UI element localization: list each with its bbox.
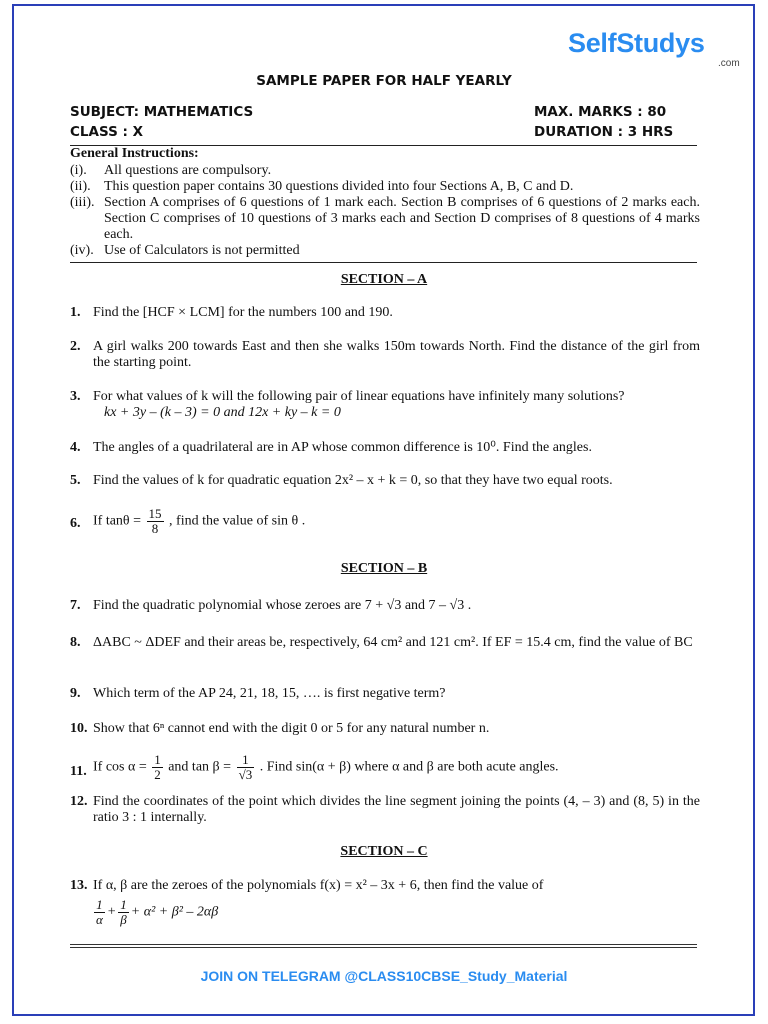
- section-b-heading: SECTION – B: [340, 561, 428, 576]
- question-3-equations: kx + 3y – (k – 3) = 0 and 12x + ky – k = 0: [104, 405, 341, 420]
- instruction-number: (ii).: [70, 179, 91, 194]
- duration-label: DURATION : 3 HRS: [534, 124, 674, 140]
- footer-double-rule: [70, 944, 697, 948]
- cos-fraction: $\frac{1}{2}$: [154, 752, 161, 782]
- tan-fraction: $\frac{15}{8}$: [148, 506, 162, 536]
- section-c-heading: SECTION – C: [340, 844, 428, 859]
- instruction-number: (i).: [70, 163, 87, 178]
- instruction-text: Use of Calculators is not permitted: [104, 243, 300, 258]
- selfstudys-logo: SelfStudys: [568, 28, 705, 58]
- paper-title: SAMPLE PAPER FOR HALF YEARLY: [256, 73, 512, 89]
- instruction-number: (iii).: [70, 195, 95, 210]
- telegram-footer: JOIN ON TELEGRAM @CLASS10CBSE_Study_Material: [200, 968, 568, 984]
- class-label: CLASS : X: [70, 124, 144, 140]
- instructions-heading: General Instructions:: [70, 146, 199, 161]
- instruction-number: (iv).: [70, 243, 94, 258]
- question-6: 6. If tanθ = $\frac{15}{8}$ , find the value of sin θ .: [70, 506, 306, 536]
- max-marks-label: MAX. MARKS : 80: [534, 104, 667, 120]
- instruction-text: This question paper contains 30 questions divided into four Sections A, B, C and D.: [104, 179, 574, 194]
- question-13-expression: $\frac{1}{\alpha}$ + $\frac{1}{\beta}$ + α² + β² – 2αβ: [96, 897, 219, 927]
- subject-label: SUBJECT: MATHEMATICS: [70, 104, 254, 120]
- instruction-text: All questions are compulsory.: [104, 163, 272, 178]
- instruction-text: Section A comprises of 6 questions of 1 mark each. Section B comprises of 6 questions of 2 marks each. Section C comprises of 10 questions of 3 marks each and Section D comprises of 8 questions of 4 marks each.: [104, 195, 700, 242]
- question-11: 11. If cos α = $\frac{1}{2}$ and tan β = $\frac{1}{√3}$ . Find sin(α + β) where α and β are both acute angles.: [70, 752, 559, 782]
- logo-suffix: .com: [718, 58, 740, 69]
- instructions-rule: [70, 262, 697, 263]
- section-a-heading: SECTION – A: [340, 272, 428, 287]
- tan-fraction: $\frac{1}{√3}$: [238, 752, 253, 782]
